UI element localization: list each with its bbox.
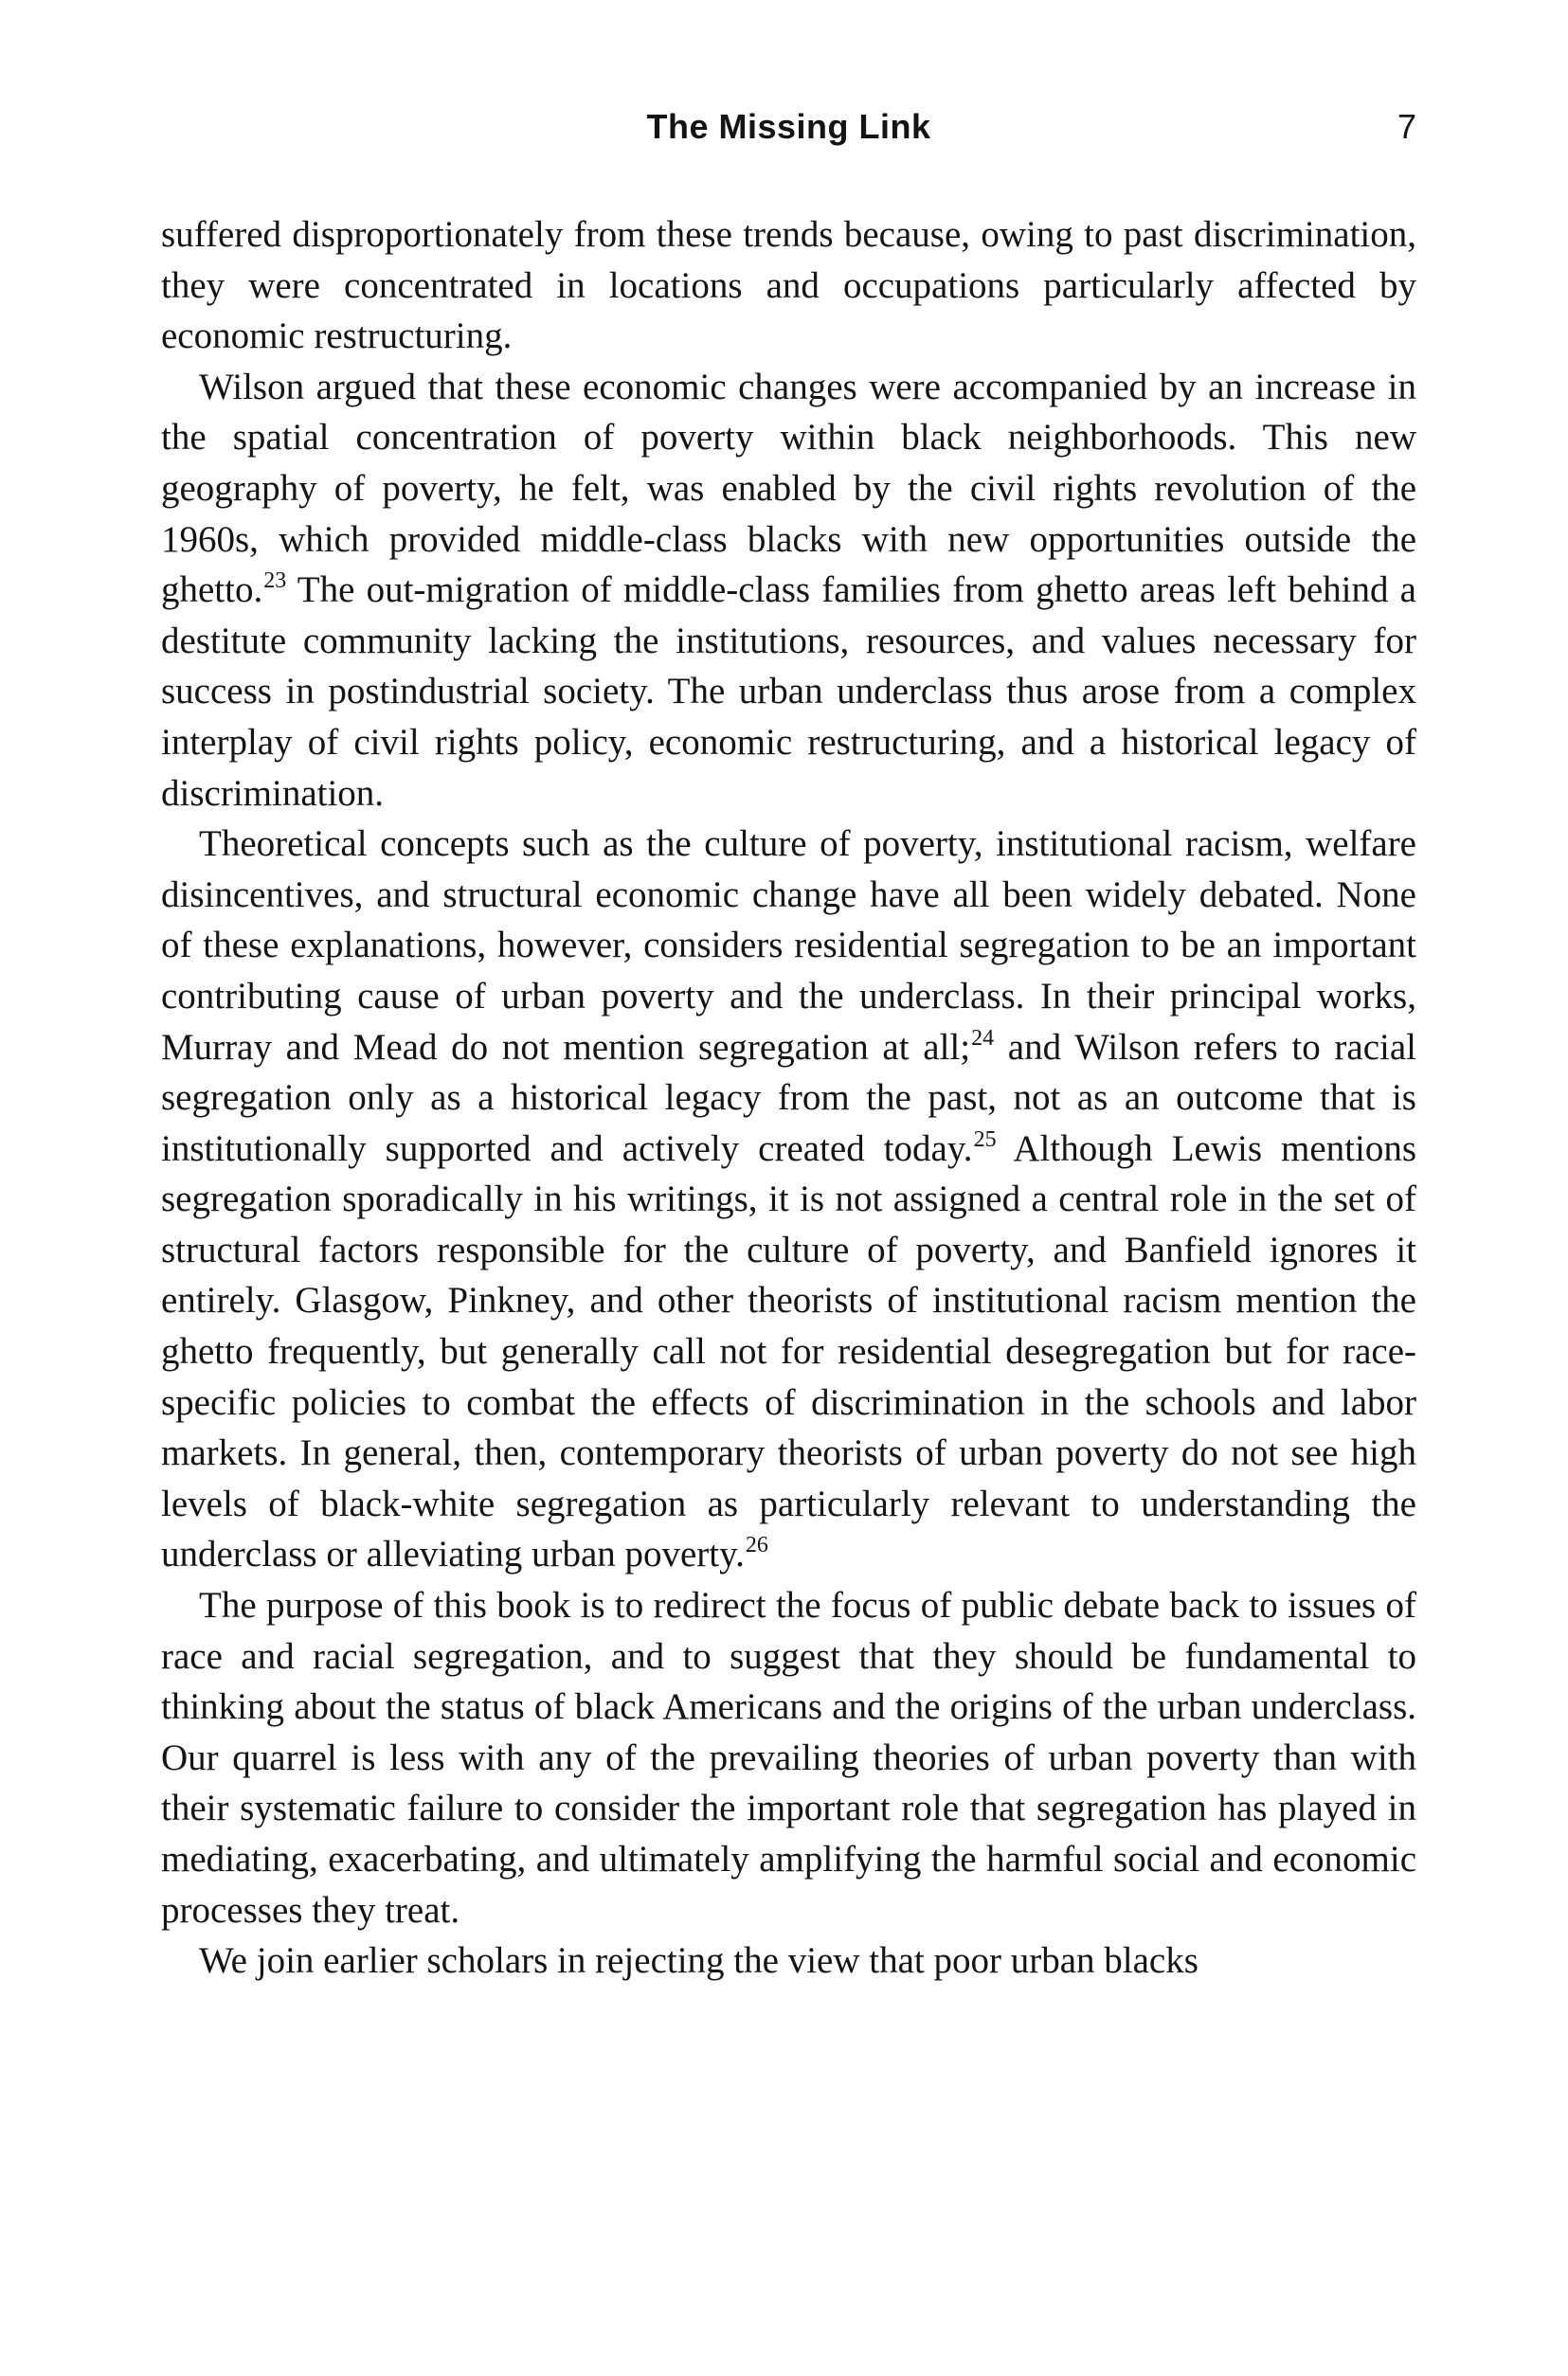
running-head bbox=[161, 90, 1416, 175]
footnote-ref-25: 25 bbox=[973, 1126, 997, 1152]
paragraph-text: The out-migration of middle-class families from ghetto areas left behind a destitute community lacking the institutions, resources, and values necessary for success in postindustrial society. The urban underclass thus arose from a complex interplay of civil rights policy, economic restructuring, and a historical legacy of discrimination. bbox=[161, 569, 1416, 814]
page-number: 7 bbox=[1397, 107, 1416, 146]
paragraph bbox=[161, 362, 1416, 819]
paragraph-text: Although Lewis mentions segregation sporadically in his writings, it is not assigned a central role in the set of structural factors responsible for the culture of poverty, and Banfield ignores it entirely. Glasgow, Pinkney, and other theorists of institutional racism mention the ghetto frequently, but generally call not for residential desegregation but for race-specific policies to combat the effects of discrimination in the schools and labor markets. In general, then, contemporary theorists of urban poverty do not see high levels of black-white segregation as particularly relevant to understanding the underclass or alleviating urban poverty. bbox=[161, 1127, 1416, 1575]
paragraph bbox=[161, 1580, 1416, 1935]
footnote-ref-23: 23 bbox=[263, 568, 287, 594]
footnote-ref-26: 26 bbox=[745, 1533, 768, 1558]
running-title: The Missing Link bbox=[646, 107, 931, 146]
paragraph-text: suffered disproportionately from these trends because, owing to past discrimination, they were concentrated in locations and occupations particularly affected by economic restructuring. bbox=[161, 214, 1416, 357]
paragraph-text: and Wilson refers to racial segregation only as a historical legacy from the past, not as an outcome that is institutionally supported and actively created today. bbox=[161, 1026, 1417, 1169]
paragraph-text: Wilson argued that these economic changes were accompanied by an increase in the spatial concentration of poverty within black neighborhoods. This new geography of poverty, he felt, was enabled by the civil rights revolution of the 1960s, which provided middle-class blacks with new opportunities outside the ghetto. bbox=[161, 366, 1416, 611]
paragraph bbox=[161, 819, 1416, 1580]
paragraph-text: The purpose of this book is to redirect the focus of public debate back to issues of race and racial segregation, and to suggest that they should be fundamental to thinking about the status of black Americans and the origins of the urban underclass. Our quarrel is less with any of the prevailing theories of urban poverty than with their systematic failure to consider the important role that segregation has played in mediating, exacerbating, and ultimately amplifying the harmful social and economic processes they treat. bbox=[161, 1585, 1416, 1931]
paragraph-text: Theoretical concepts such as the culture of poverty, institutional racism, welfare disincentives, and structural economic change have all been widely debated. None of these explanations, however, considers residential segregation to be an important contributing cause of urban poverty and the underclass. In their principal works, Murray and Mead do not mention segregation at all; bbox=[161, 823, 1416, 1068]
footnote-ref-24: 24 bbox=[971, 1025, 995, 1051]
paragraph bbox=[161, 1935, 1416, 1987]
paragraph-text: We join earlier scholars in rejecting the view that poor urban blacks bbox=[199, 1940, 1199, 1982]
book-page bbox=[161, 90, 1416, 1987]
paragraph bbox=[161, 209, 1416, 362]
body-text bbox=[161, 209, 1416, 1987]
